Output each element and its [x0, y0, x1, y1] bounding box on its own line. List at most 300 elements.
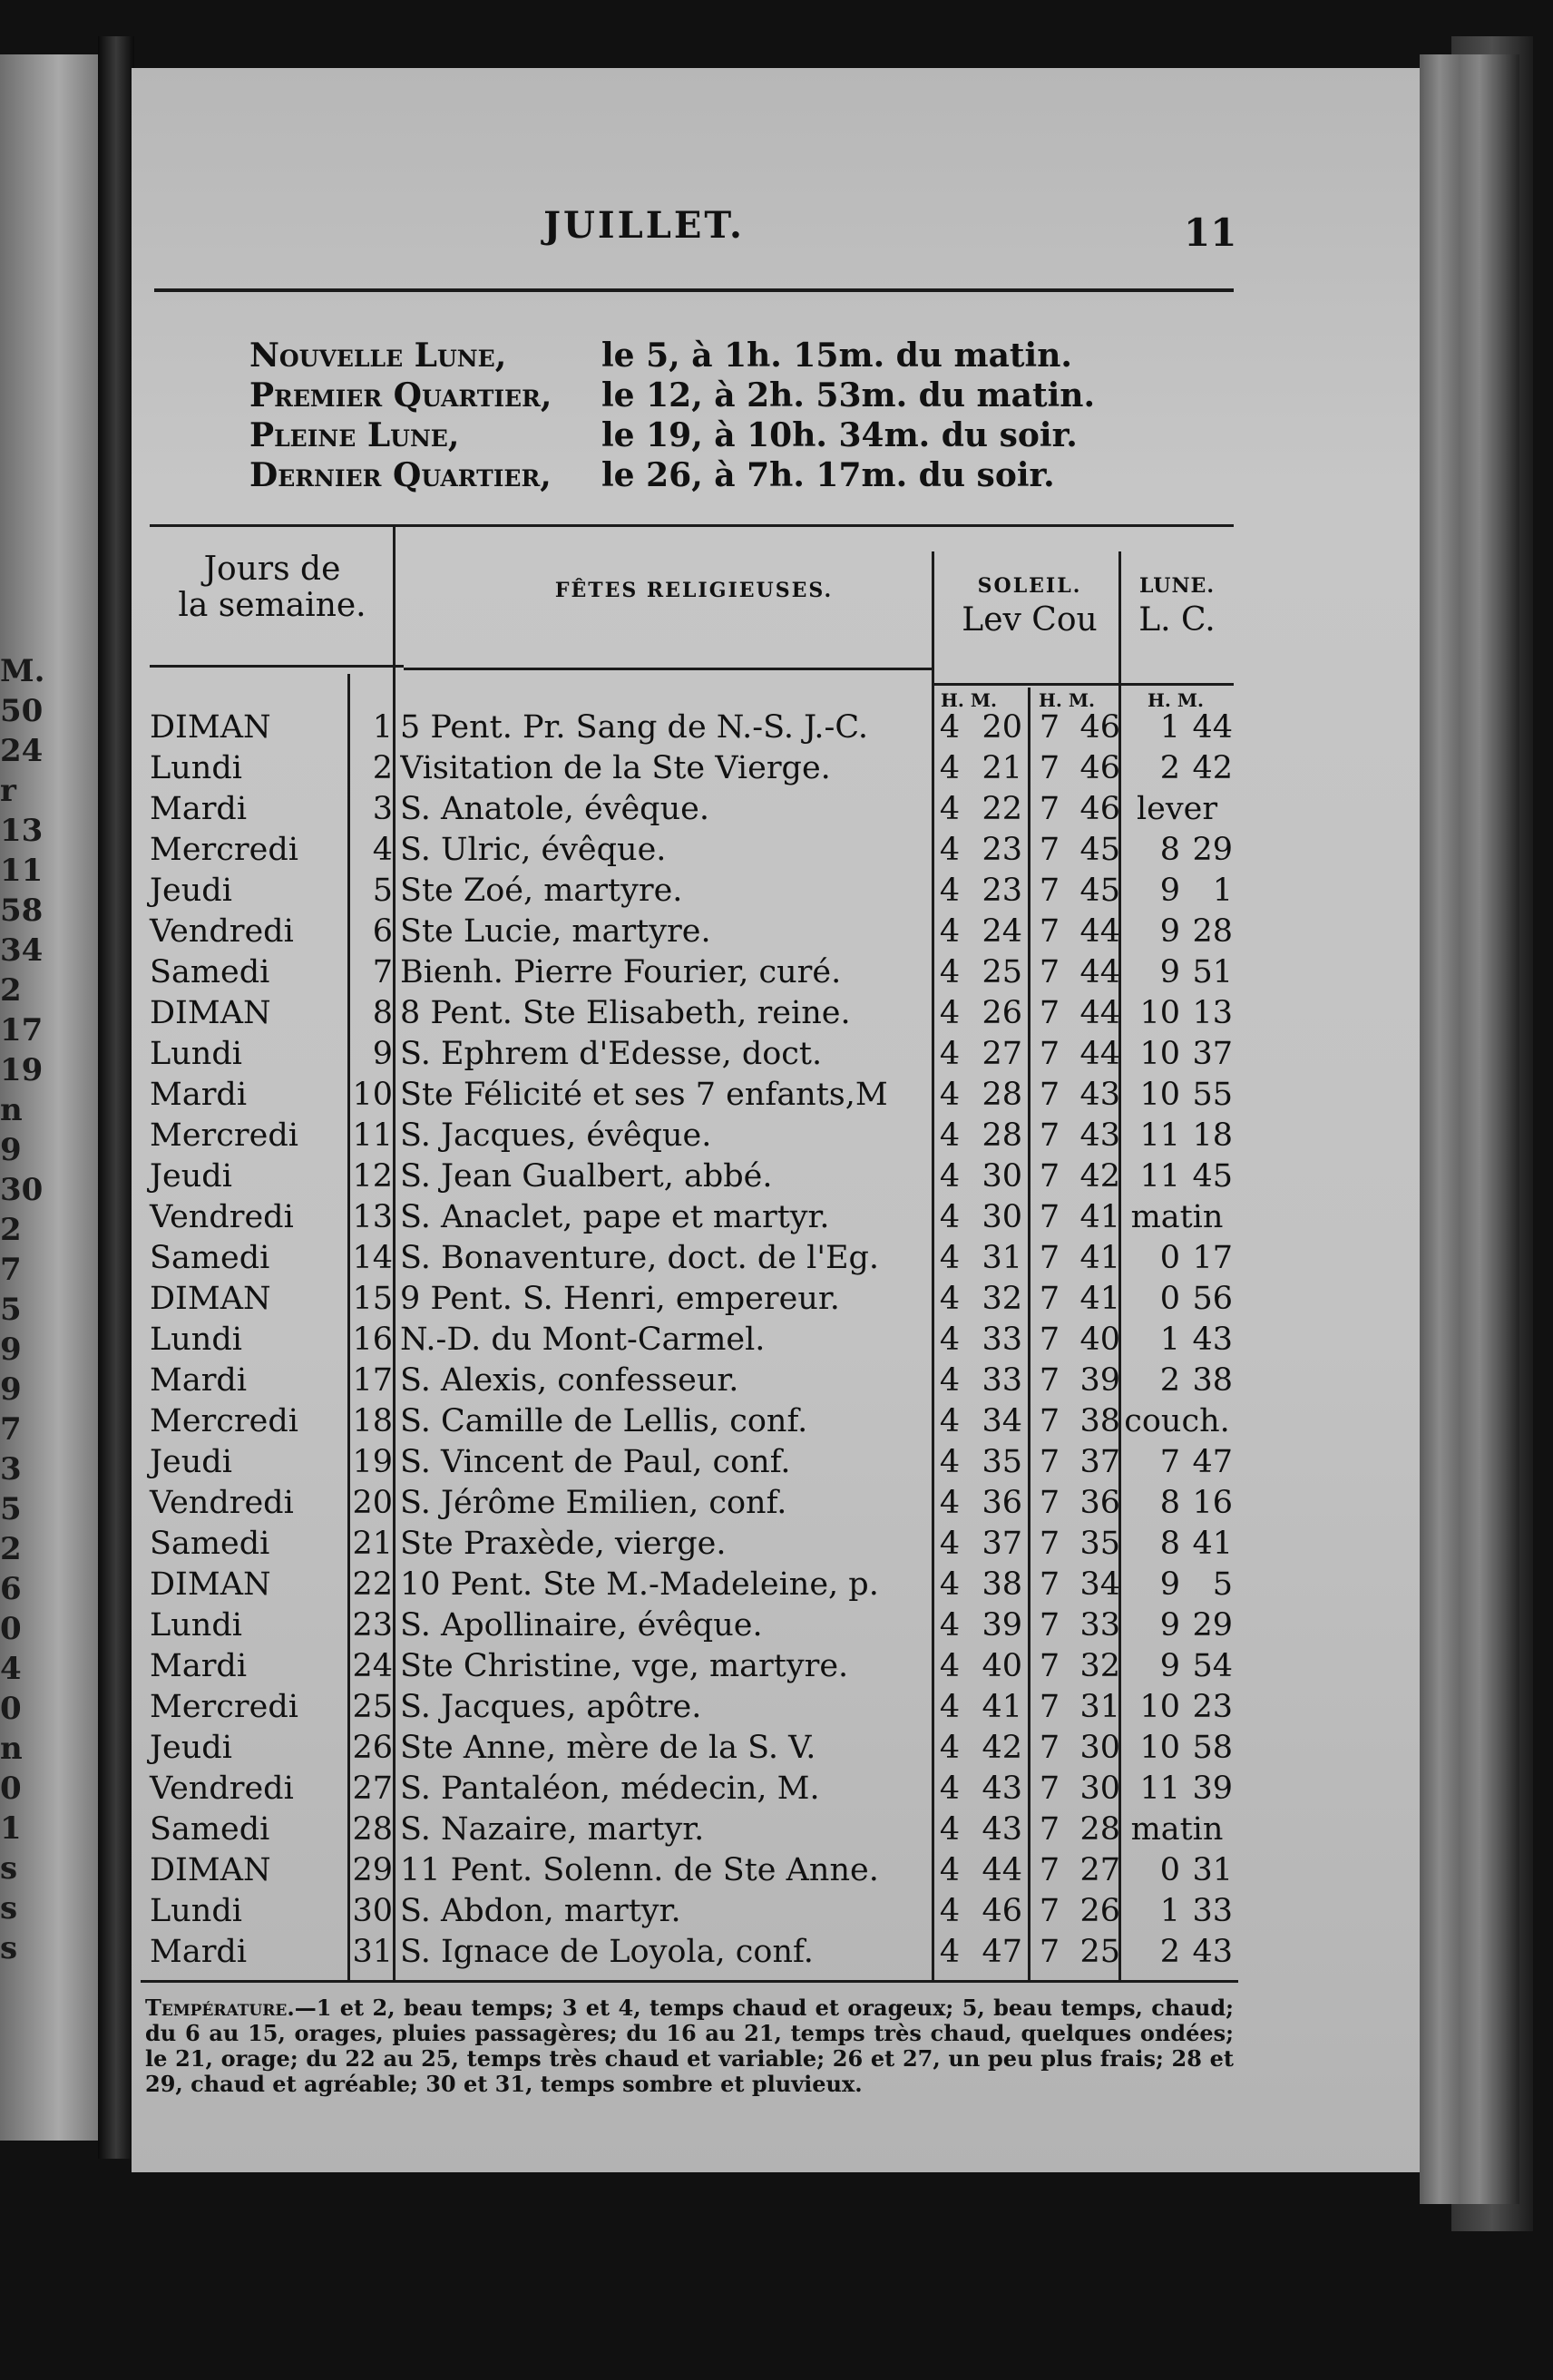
date-cell: 8 — [372, 995, 393, 1031]
left-page-fragment: 11 — [0, 853, 44, 889]
sunrise-minute-cell: 27 — [982, 1036, 1022, 1072]
calendar-row — [150, 1361, 1234, 1401]
header-rule — [154, 288, 1234, 292]
sunrise-minute-cell: 32 — [982, 1281, 1022, 1317]
moon-hour-cell: 10 — [1139, 1077, 1180, 1113]
sunset-hour-cell: 7 — [1039, 1077, 1060, 1113]
sunrise-minute-cell: 23 — [982, 873, 1022, 909]
sunrise-hour-cell: 4 — [939, 1485, 961, 1521]
moon-minute-cell: 58 — [1192, 1730, 1233, 1766]
moon-phase-detail: le 5, à 1h. 15m. du matin. — [601, 337, 1072, 375]
date-cell: 4 — [372, 832, 393, 868]
moon-time-cell — [1120, 1116, 1234, 1156]
weekday-cell: Vendredi — [150, 1770, 294, 1807]
sunset-hour-cell: 7 — [1039, 1770, 1060, 1807]
header-jours-line2: la semaine. — [178, 587, 366, 624]
moon-hour-cell: 9 — [1159, 954, 1180, 990]
calendar-row — [150, 830, 1234, 871]
moon-time-cell — [1120, 1769, 1234, 1809]
sunset-minute-cell: 35 — [1079, 1526, 1120, 1562]
date-cell: 13 — [352, 1199, 393, 1235]
date-cell: 6 — [372, 913, 393, 950]
moon-hour-cell: 11 — [1139, 1117, 1180, 1154]
moon-hour-cell: 10 — [1139, 1730, 1180, 1766]
weekday-cell: Jeudi — [150, 1730, 232, 1766]
header-fetes: FÊTES RELIGIEUSES. — [554, 579, 834, 602]
sunrise-minute-cell: 43 — [982, 1811, 1022, 1848]
left-page-fragment: 3 — [0, 1451, 22, 1488]
moon-minute-cell: 54 — [1192, 1648, 1233, 1684]
feast-cell: Visitation de la Ste Vierge. — [400, 750, 831, 786]
sunrise-minute-cell: 21 — [982, 750, 1022, 786]
left-page-fragment: 2 — [0, 1531, 22, 1567]
weekday-cell: Vendredi — [150, 1199, 294, 1235]
sunset-hour-cell: 7 — [1039, 873, 1060, 909]
sunset-hour-cell: 7 — [1039, 995, 1060, 1031]
moon-hour-cell: 10 — [1139, 1689, 1180, 1725]
moon-time-cell — [1120, 993, 1234, 1034]
moon-minute-cell: 29 — [1192, 1607, 1233, 1644]
weekday-cell: Mercredi — [150, 832, 298, 868]
left-page-fragment: s — [0, 1930, 18, 1966]
sunset-minute-cell: 46 — [1079, 709, 1120, 746]
sunset-hour-cell: 7 — [1039, 1566, 1060, 1603]
calendar-row — [150, 707, 1234, 748]
feast-cell: Ste Félicité et ses 7 enfants,M — [400, 1077, 888, 1113]
date-cell: 26 — [352, 1730, 393, 1766]
sunset-minute-cell: 43 — [1079, 1077, 1120, 1113]
left-page-fragment: 9 — [0, 1371, 22, 1408]
sunrise-minute-cell: 44 — [982, 1852, 1022, 1888]
sunset-minute-cell: 37 — [1079, 1444, 1120, 1480]
feast-cell: Ste Christine, vge, martyre. — [400, 1648, 849, 1684]
header-jours — [150, 551, 395, 624]
date-cell: 11 — [352, 1117, 393, 1154]
sunrise-minute-cell: 31 — [982, 1240, 1022, 1276]
weekday-cell: Lundi — [150, 1036, 242, 1072]
moon-hour-cell: 0 — [1159, 1240, 1180, 1276]
sunrise-hour-cell: 4 — [939, 1199, 961, 1235]
sunset-hour-cell: 7 — [1039, 750, 1060, 786]
moon-minute-cell: 43 — [1192, 1322, 1233, 1358]
header-jours-line1: Jours de — [203, 551, 341, 588]
sunrise-hour-cell: 4 — [939, 832, 961, 868]
moon-phase-row — [249, 376, 1157, 415]
sunrise-hour-cell: 4 — [939, 1689, 961, 1725]
moon-hour-cell: 7 — [1159, 1444, 1180, 1480]
date-cell: 30 — [352, 1893, 393, 1929]
moon-minute-cell: 29 — [1192, 832, 1233, 868]
calendar-row — [150, 1605, 1234, 1646]
header-lune-sub: L. C. — [1138, 601, 1216, 639]
moon-minute-cell: 42 — [1192, 750, 1233, 786]
weekday-cell: Mercredi — [150, 1403, 298, 1439]
left-page-fragment: n — [0, 1731, 23, 1767]
moon-minute-cell: 45 — [1192, 1158, 1233, 1195]
feast-cell: Ste Lucie, martyre. — [400, 913, 711, 950]
left-page-fragment: 0 — [0, 1691, 22, 1727]
sunset-minute-cell: 41 — [1079, 1240, 1120, 1276]
sunset-hour-cell: 7 — [1039, 1730, 1060, 1766]
weekday-cell: Vendredi — [150, 1485, 294, 1521]
feast-cell: 8 Pent. Ste Elisabeth, reine. — [400, 995, 851, 1031]
moon-minute-cell: 39 — [1192, 1770, 1233, 1807]
sunrise-hour-cell: 4 — [939, 1444, 961, 1480]
weekday-cell: Lundi — [150, 1893, 242, 1929]
calendar-row — [150, 1034, 1234, 1075]
sunrise-hour-cell: 4 — [939, 1770, 961, 1807]
date-cell: 20 — [352, 1485, 393, 1521]
moon-minute-cell: 31 — [1192, 1852, 1233, 1888]
feast-cell: S. Ignace de Loyola, conf. — [400, 1934, 814, 1970]
moon-time-cell — [1120, 1483, 1234, 1524]
left-page-fragment: 7 — [0, 1411, 22, 1448]
sunset-minute-cell: 26 — [1079, 1893, 1120, 1929]
calendar-row — [150, 993, 1234, 1034]
moon-time-cell — [1120, 707, 1234, 748]
date-cell: 14 — [352, 1240, 393, 1276]
date-cell: 15 — [352, 1281, 393, 1317]
moon-hour-cell: 2 — [1159, 750, 1180, 786]
sunrise-minute-cell: 41 — [982, 1689, 1022, 1725]
calendar-row — [150, 1483, 1234, 1524]
left-page-fragment: 4 — [0, 1651, 22, 1687]
date-cell: 29 — [352, 1852, 393, 1888]
sunset-minute-cell: 36 — [1079, 1485, 1120, 1521]
moon-time-cell — [1120, 830, 1234, 871]
feast-cell: Ste Anne, mère de la S. V. — [400, 1730, 816, 1766]
left-page-fragment: 0 — [0, 1611, 22, 1647]
feast-cell: S. Nazaire, martyr. — [400, 1811, 705, 1848]
moon-minute-cell: 41 — [1192, 1526, 1233, 1562]
feast-cell: S. Pantaléon, médecin, M. — [400, 1770, 820, 1807]
sunset-hour-cell: 7 — [1039, 1893, 1060, 1929]
moon-hour-cell: 11 — [1139, 1770, 1180, 1807]
date-cell: 1 — [372, 709, 393, 746]
calendar-row — [150, 1728, 1234, 1769]
moon-time-cell — [1120, 1891, 1234, 1932]
left-page-fragment: n — [0, 1092, 23, 1128]
moon-hour-cell: 2 — [1159, 1362, 1180, 1399]
calendar-row — [150, 1442, 1234, 1483]
weekday-cell: Samedi — [150, 1240, 270, 1276]
sunset-hour-cell: 7 — [1039, 1322, 1060, 1358]
calendar-row — [150, 1524, 1234, 1565]
left-page-fragment: 19 — [0, 1052, 44, 1088]
feast-cell: S. Bonaventure, doct. de l'Eg. — [400, 1240, 880, 1276]
sunrise-hour-cell: 4 — [939, 1934, 961, 1970]
moon-phase-detail: le 12, à 2h. 53m. du matin. — [601, 376, 1095, 415]
feast-cell: S. Anaclet, pape et martyr. — [400, 1199, 830, 1235]
weekday-cell: Jeudi — [150, 1158, 232, 1195]
left-page-edge — [0, 54, 98, 2141]
sunset-hour-cell: 7 — [1039, 1934, 1060, 1970]
sunset-hour-cell: 7 — [1039, 832, 1060, 868]
left-page-fragment: 17 — [0, 1012, 44, 1049]
sunrise-hour-cell: 4 — [939, 1852, 961, 1888]
moon-time-cell — [1120, 1728, 1234, 1769]
date-cell: 31 — [352, 1934, 393, 1970]
moon-minute-cell: 23 — [1192, 1689, 1233, 1725]
sunrise-minute-cell: 42 — [982, 1730, 1022, 1766]
moon-time-cell — [1120, 952, 1234, 993]
sunset-hour-cell: 7 — [1039, 1362, 1060, 1399]
moon-hour-cell: 1 — [1159, 1893, 1180, 1929]
sunset-minute-cell: 34 — [1079, 1566, 1120, 1603]
left-page-fragment: 24 — [0, 733, 44, 769]
moon-hour-cell: 1 — [1159, 1322, 1180, 1358]
sunset-minute-cell: 44 — [1079, 995, 1120, 1031]
calendar-row — [150, 1646, 1234, 1687]
sunrise-hour-cell: 4 — [939, 1240, 961, 1276]
calendar-row — [150, 952, 1234, 993]
moon-minute-cell: 33 — [1192, 1893, 1233, 1929]
calendar-row — [150, 1116, 1234, 1156]
moon-phase-detail: le 26, à 7h. 17m. du soir. — [601, 456, 1055, 494]
calendar-row — [150, 1565, 1234, 1605]
moon-time-cell — [1120, 1565, 1234, 1605]
sunset-minute-cell: 45 — [1079, 873, 1120, 909]
moon-minute-cell: 17 — [1192, 1240, 1233, 1276]
sunset-hour-cell: 7 — [1039, 1811, 1060, 1848]
moon-phase-name: Premier Quartier, — [249, 376, 552, 415]
sunset-minute-cell: 25 — [1079, 1934, 1120, 1970]
sunset-hour-cell: 7 — [1039, 1158, 1060, 1195]
temperature-label: Température. — [145, 1995, 295, 2021]
moon-minute-cell: 55 — [1192, 1077, 1233, 1113]
moon-time-cell — [1120, 748, 1234, 789]
left-page-fragment: 34 — [0, 932, 44, 969]
moon-hour-cell: 10 — [1139, 995, 1180, 1031]
moon-time-cell — [1120, 1524, 1234, 1565]
sunrise-minute-cell: 25 — [982, 954, 1022, 990]
temperature-note — [145, 1995, 1234, 2097]
calendar-row — [150, 1401, 1234, 1442]
calendar-row — [150, 1156, 1234, 1197]
sunrise-hour-cell: 4 — [939, 1403, 961, 1439]
sunset-minute-cell: 27 — [1079, 1852, 1120, 1888]
sunset-hour-cell: 7 — [1039, 1648, 1060, 1684]
calendar-rows — [150, 707, 1234, 1973]
sunset-minute-cell: 32 — [1079, 1648, 1120, 1684]
moon-event-cell: matin — [1130, 1811, 1224, 1848]
sunrise-hour-cell: 4 — [939, 750, 961, 786]
left-page-fragment: 5 — [0, 1491, 22, 1527]
feast-cell: Ste Praxède, vierge. — [400, 1526, 727, 1562]
moon-hour-cell: 2 — [1159, 1934, 1180, 1970]
calendar-row — [150, 1687, 1234, 1728]
book-spine — [98, 36, 134, 2159]
feast-cell: 10 Pent. Ste M.-Madeleine, p. — [400, 1566, 879, 1603]
calendar-row — [150, 1197, 1234, 1238]
sunrise-minute-cell: 35 — [982, 1444, 1022, 1480]
date-cell: 10 — [352, 1077, 393, 1113]
sunset-minute-cell: 39 — [1079, 1362, 1120, 1399]
moon-phase-name: Dernier Quartier, — [249, 456, 552, 494]
sunrise-minute-cell: 40 — [982, 1648, 1022, 1684]
moon-minute-cell: 51 — [1192, 954, 1233, 990]
sunset-minute-cell: 31 — [1079, 1689, 1120, 1725]
left-page-fragment: 7 — [0, 1252, 22, 1288]
sunrise-hour-cell: 4 — [939, 709, 961, 746]
moon-minute-cell: 37 — [1192, 1036, 1233, 1072]
sunset-hour-cell: 7 — [1039, 1240, 1060, 1276]
weekday-cell: DIMAN — [150, 995, 271, 1031]
weekday-cell: Mardi — [150, 791, 248, 827]
sunset-minute-cell: 38 — [1079, 1403, 1120, 1439]
calendar-row — [150, 748, 1234, 789]
sunset-minute-cell: 45 — [1079, 832, 1120, 868]
sunrise-minute-cell: 30 — [982, 1158, 1022, 1195]
moon-hour-cell: 11 — [1139, 1158, 1180, 1195]
moon-minute-cell: 1 — [1212, 873, 1233, 909]
sunrise-minute-cell: 28 — [982, 1077, 1022, 1113]
sunset-hour-cell: 7 — [1039, 1117, 1060, 1154]
moon-time-cell — [1120, 871, 1234, 912]
sunrise-hour-cell: 4 — [939, 1281, 961, 1317]
date-cell: 7 — [372, 954, 393, 990]
moon-minute-cell: 47 — [1192, 1444, 1233, 1480]
sunrise-hour-cell: 4 — [939, 913, 961, 950]
date-cell: 22 — [352, 1566, 393, 1603]
sunset-minute-cell: 33 — [1079, 1607, 1120, 1644]
weekday-cell: Lundi — [150, 1322, 242, 1358]
sunset-minute-cell: 30 — [1079, 1770, 1120, 1807]
weekday-cell: Samedi — [150, 954, 270, 990]
weekday-cell: DIMAN — [150, 1281, 271, 1317]
sunset-minute-cell: 42 — [1079, 1158, 1120, 1195]
weekday-cell: Lundi — [150, 1607, 242, 1644]
header-soleil-sub: Lev Cou — [962, 601, 1098, 639]
sunrise-hour-cell: 4 — [939, 1811, 961, 1848]
sunset-minute-cell: 43 — [1079, 1117, 1120, 1154]
page-edges — [1420, 54, 1519, 2204]
weekday-cell: Vendredi — [150, 913, 294, 950]
moon-hour-cell: 8 — [1159, 832, 1180, 868]
feast-cell: S. Alexis, confesseur. — [400, 1362, 739, 1399]
moon-hour-cell: 0 — [1159, 1281, 1180, 1317]
sunrise-hour-cell: 4 — [939, 1648, 961, 1684]
left-page-fragment: 2 — [0, 1212, 22, 1248]
header-hm-lune: H. M. — [1148, 689, 1204, 711]
feast-cell: S. Jérôme Emilien, conf. — [400, 1485, 787, 1521]
moon-time-cell — [1120, 1442, 1234, 1483]
calendar-row — [150, 1238, 1234, 1279]
header-hm-coucher: H. M. — [1039, 689, 1095, 711]
sunrise-hour-cell: 4 — [939, 1158, 961, 1195]
sunset-hour-cell: 7 — [1039, 954, 1060, 990]
sunset-hour-cell: 7 — [1039, 1036, 1060, 1072]
calendar-row — [150, 1075, 1234, 1116]
left-page-fragment: 5 — [0, 1292, 22, 1328]
calendar-row — [150, 871, 1234, 912]
feast-cell: S. Vincent de Paul, conf. — [400, 1444, 791, 1480]
sunrise-hour-cell: 4 — [939, 873, 961, 909]
weekday-cell: Mardi — [150, 1934, 248, 1970]
moon-time-cell — [1120, 1605, 1234, 1646]
sunrise-hour-cell: 4 — [939, 1322, 961, 1358]
date-cell: 28 — [352, 1811, 393, 1848]
weekday-cell: Mardi — [150, 1077, 248, 1113]
weekday-cell: DIMAN — [150, 709, 271, 746]
weekday-cell: Mercredi — [150, 1117, 298, 1154]
sunrise-hour-cell: 4 — [939, 1526, 961, 1562]
moon-phase-row — [249, 336, 1157, 376]
sunset-hour-cell: 7 — [1039, 1199, 1060, 1235]
moon-time-cell — [1120, 1156, 1234, 1197]
sunrise-minute-cell: 30 — [982, 1199, 1022, 1235]
feast-cell: S. Jean Gualbert, abbé. — [400, 1158, 773, 1195]
feast-cell: N.-D. du Mont-Carmel. — [400, 1322, 766, 1358]
header-under-rule — [404, 668, 934, 670]
sunset-hour-cell: 7 — [1039, 1607, 1060, 1644]
moon-event-cell: matin — [1130, 1199, 1224, 1235]
moon-time-cell — [1120, 1238, 1234, 1279]
sunrise-minute-cell: 33 — [982, 1362, 1022, 1399]
moon-time-cell — [1120, 1279, 1234, 1320]
moon-minute-cell: 38 — [1192, 1362, 1233, 1399]
calendar-row — [150, 912, 1234, 952]
moon-minute-cell: 16 — [1192, 1485, 1233, 1521]
feast-cell: 11 Pent. Solenn. de Ste Anne. — [400, 1852, 879, 1888]
page-title: JUILLET. — [543, 204, 745, 247]
sunset-minute-cell: 46 — [1079, 791, 1120, 827]
moon-hour-cell: 8 — [1159, 1485, 1180, 1521]
moon-time-cell — [1120, 1850, 1234, 1891]
header-hm-lever: H. M. — [941, 689, 997, 711]
weekday-cell: Jeudi — [150, 1444, 232, 1480]
date-cell: 18 — [352, 1403, 393, 1439]
moon-hour-cell: 1 — [1159, 709, 1180, 746]
sunset-hour-cell: 7 — [1039, 1852, 1060, 1888]
left-page-fragment: 1 — [0, 1810, 22, 1847]
feast-cell: Bienh. Pierre Fourier, curé. — [400, 954, 842, 990]
sunset-hour-cell: 7 — [1039, 709, 1060, 746]
date-cell: 9 — [372, 1036, 393, 1072]
sunset-minute-cell: 44 — [1079, 913, 1120, 950]
moon-minute-cell: 28 — [1192, 913, 1233, 950]
sunrise-hour-cell: 4 — [939, 1362, 961, 1399]
weekday-cell: Jeudi — [150, 873, 232, 909]
left-page-fragment: 9 — [0, 1132, 22, 1168]
calendar-row — [150, 1320, 1234, 1361]
moon-minute-cell: 13 — [1192, 995, 1233, 1031]
sunrise-hour-cell: 4 — [939, 954, 961, 990]
date-cell: 23 — [352, 1607, 393, 1644]
left-page-fragment: 50 — [0, 693, 44, 729]
sunrise-minute-cell: 46 — [982, 1893, 1022, 1929]
sunset-hour-cell: 7 — [1039, 1444, 1060, 1480]
sunrise-minute-cell: 26 — [982, 995, 1022, 1031]
calendar-row — [150, 1850, 1234, 1891]
sunrise-minute-cell: 23 — [982, 832, 1022, 868]
left-page-fragment: 6 — [0, 1571, 22, 1607]
weekday-cell: Mercredi — [150, 1689, 298, 1725]
moon-event-cell: couch. — [1124, 1403, 1230, 1439]
weekday-cell: DIMAN — [150, 1852, 271, 1888]
date-cell: 17 — [352, 1362, 393, 1399]
calendar-row — [150, 789, 1234, 830]
calendar-row — [150, 1932, 1234, 1973]
sunrise-hour-cell: 4 — [939, 1077, 961, 1113]
calendar-row — [150, 1279, 1234, 1320]
weekday-cell: Samedi — [150, 1526, 270, 1562]
moon-time-cell — [1120, 1646, 1234, 1687]
date-cell: 12 — [352, 1158, 393, 1195]
date-cell: 27 — [352, 1770, 393, 1807]
date-cell: 16 — [352, 1322, 393, 1358]
sunrise-hour-cell: 4 — [939, 995, 961, 1031]
